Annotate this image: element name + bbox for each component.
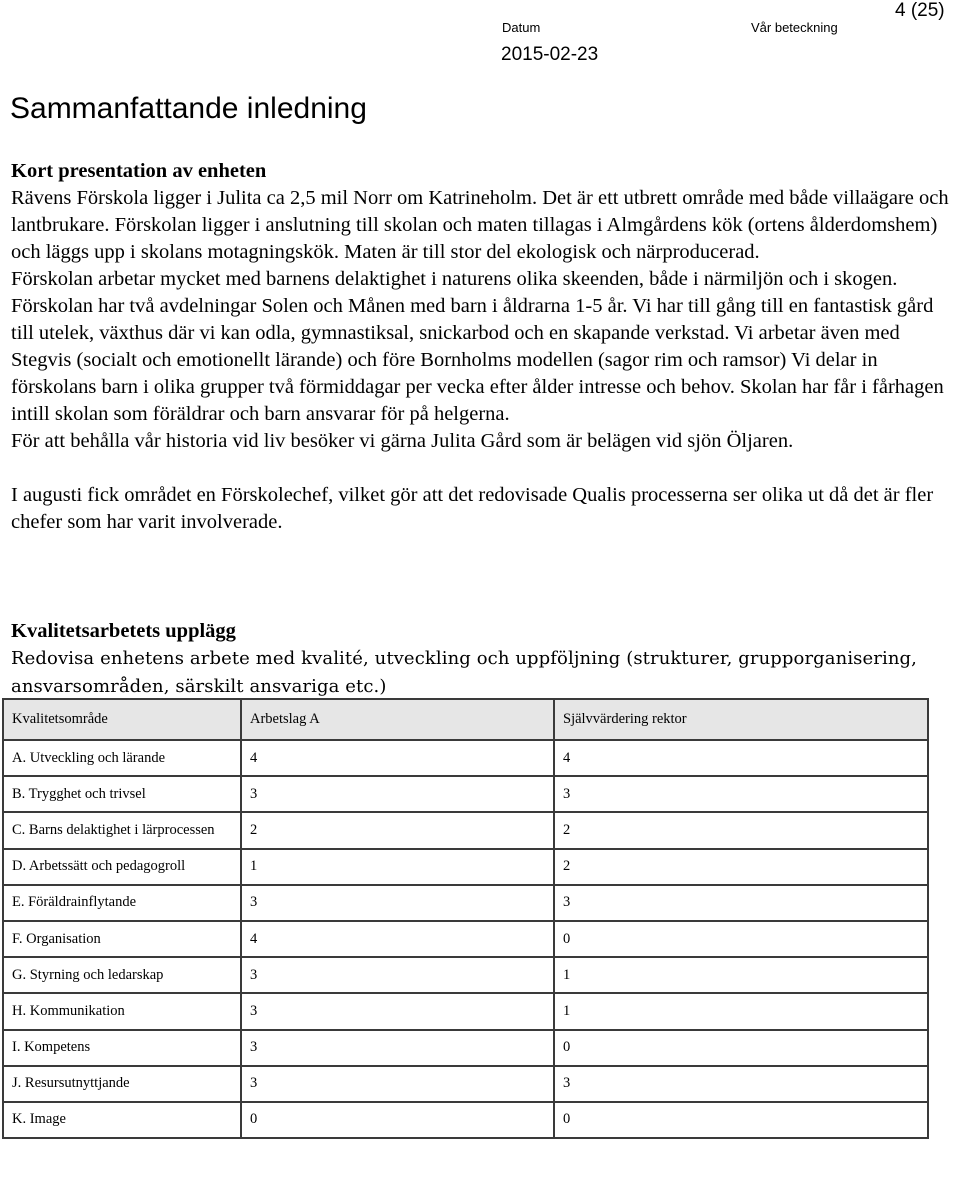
table-row [3,849,928,885]
intro-paragraph-2: Förskolan arbetar mycket med barnens delaktighet i naturens olika skeenden, både i närmiljön och i skogen. Förskolan har två avdelningar Solen och Månen med barn i åldrarna 1-5 år. Vi har till gång till en fantastisk gård till utelek, växthus där vi kan odla, gymnastiksal, snickarbod och en skapande verkstad. Vi arbetar även med Stegvis (socialt och emotionellt lärande) och före Bornholms modellen (sagor rim och ramsor) Vi delar in förskolans barn i olika grupper två förmiddagar per vecka efter ålder intresse och behov. Skolan har får i fårhagen intill skolan som föräldrar och barn ansvarar för på helgerna. [11,268,944,425]
cell-team-a: 3 [241,776,554,812]
cell-area: C. Barns delaktighet i lärprocessen [3,812,241,848]
cell-principal: 1 [554,993,928,1029]
cell-area: D. Arbetssätt och pedagogroll [3,849,241,885]
quality-section [11,618,953,701]
table-row [3,993,928,1029]
quality-description: Redovisa enhetens arbete med kvalité, utveckling och uppföljning (strukturer, grupporganisering, ansvarsområden, särskilt ansvariga etc.) [11,648,917,697]
cell-team-a: 3 [241,993,554,1029]
intro-heading: Kort presentation av enheten [11,160,267,182]
cell-principal: 2 [554,849,928,885]
date-label: Datum [502,20,541,35]
table-row [3,957,928,993]
table-row [3,1066,928,1102]
cell-area: E. Föräldrainflytande [3,885,241,921]
quality-table [2,698,929,1139]
cell-principal: 3 [554,776,928,812]
cell-principal: 3 [554,1066,928,1102]
cell-principal: 0 [554,1030,928,1066]
cell-area: J. Resursutnyttjande [3,1066,241,1102]
column-header-area: Kvalitetsområde [3,699,241,740]
intro-paragraph-4: I augusti fick området en Förskolechef, vilket gör att det redovisade Qualis processerna ser olika ut då det är fler chefer som har varit involverade. [11,484,934,533]
cell-team-a: 3 [241,885,554,921]
cell-team-a: 4 [241,740,554,776]
cell-principal: 4 [554,740,928,776]
page-number: 4 (25) [895,0,945,21]
cell-area: B. Trygghet och trivsel [3,776,241,812]
cell-team-a: 1 [241,849,554,885]
cell-principal: 2 [554,812,928,848]
cell-team-a: 3 [241,1066,554,1102]
table-row [3,776,928,812]
column-header-principal: Självvärdering rektor [554,699,928,740]
cell-area: A. Utveckling och lärande [3,740,241,776]
cell-team-a: 2 [241,812,554,848]
cell-principal: 3 [554,885,928,921]
table-header-row [3,699,928,740]
table-row [3,921,928,957]
table-row [3,1030,928,1066]
intro-section [11,158,953,536]
cell-principal: 0 [554,921,928,957]
table-row [3,885,928,921]
cell-team-a: 3 [241,957,554,993]
cell-principal: 0 [554,1102,928,1138]
reference-label: Vår beteckning [751,20,838,35]
table-row [3,812,928,848]
cell-team-a: 4 [241,921,554,957]
cell-team-a: 3 [241,1030,554,1066]
table-row [3,1102,928,1138]
cell-area: K. Image [3,1102,241,1138]
column-header-team-a: Arbetslag A [241,699,554,740]
table-row [3,740,928,776]
document-date: 2015-02-23 [501,44,599,65]
cell-area: G. Styrning och ledarskap [3,957,241,993]
intro-paragraph-3: För att behålla vår historia vid liv besöker vi gärna Julita Gård som är belägen vid sjön Öljaren. [11,430,794,452]
cell-area: I. Kompetens [3,1030,241,1066]
cell-area: H. Kommunikation [3,993,241,1029]
cell-area: F. Organisation [3,921,241,957]
cell-team-a: 0 [241,1102,554,1138]
page-title: Sammanfattande inledning [10,92,367,125]
cell-principal: 1 [554,957,928,993]
intro-paragraph-1: Rävens Förskola ligger i Julita ca 2,5 mil Norr om Katrineholm. Det är ett utbrett område med både villaägare och lantbrukare. Förskolan ligger i anslutning till skolan och maten tillagas i Almgårdens kök (ortens ålderdomshem) och läggs upp i skolans motagningskök. Maten är till stor del ekologisk och närproducerad. [11,187,949,263]
quality-heading: Kvalitetsarbetets upplägg [11,620,236,642]
